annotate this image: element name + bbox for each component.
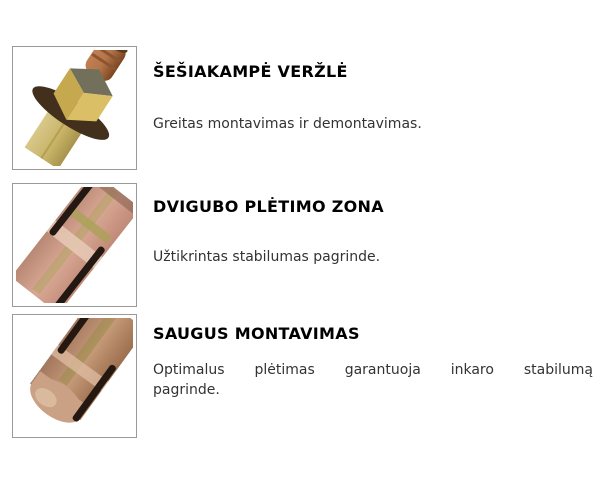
feature-description: Užtikrintas stabilumas pagrinde.	[153, 249, 381, 265]
product-photo-frame	[12, 183, 137, 307]
feature-title: SAUGUS MONTAVIMAS	[153, 324, 360, 343]
product-photo-frame	[12, 314, 137, 438]
hex-nut-anchor-photo	[16, 50, 133, 166]
anchor-sleeve-dome-photo	[16, 318, 133, 434]
expansion-sleeve-photo	[16, 187, 133, 303]
feature-title: DVIGUBO PLĖTIMO ZONA	[153, 197, 384, 216]
feature-description-line1: Optimalus plėtimas garantuoja inkaro stabilumą	[153, 362, 593, 378]
feature-description: Greitas montavimas ir demontavimas.	[153, 116, 422, 132]
feature-title: ŠEŠIAKAMPĖ VERŽLĖ	[153, 62, 348, 81]
product-photo-frame	[12, 46, 137, 170]
feature-description	[153, 360, 593, 400]
feature-description-line2: pagrinde.	[153, 382, 220, 398]
